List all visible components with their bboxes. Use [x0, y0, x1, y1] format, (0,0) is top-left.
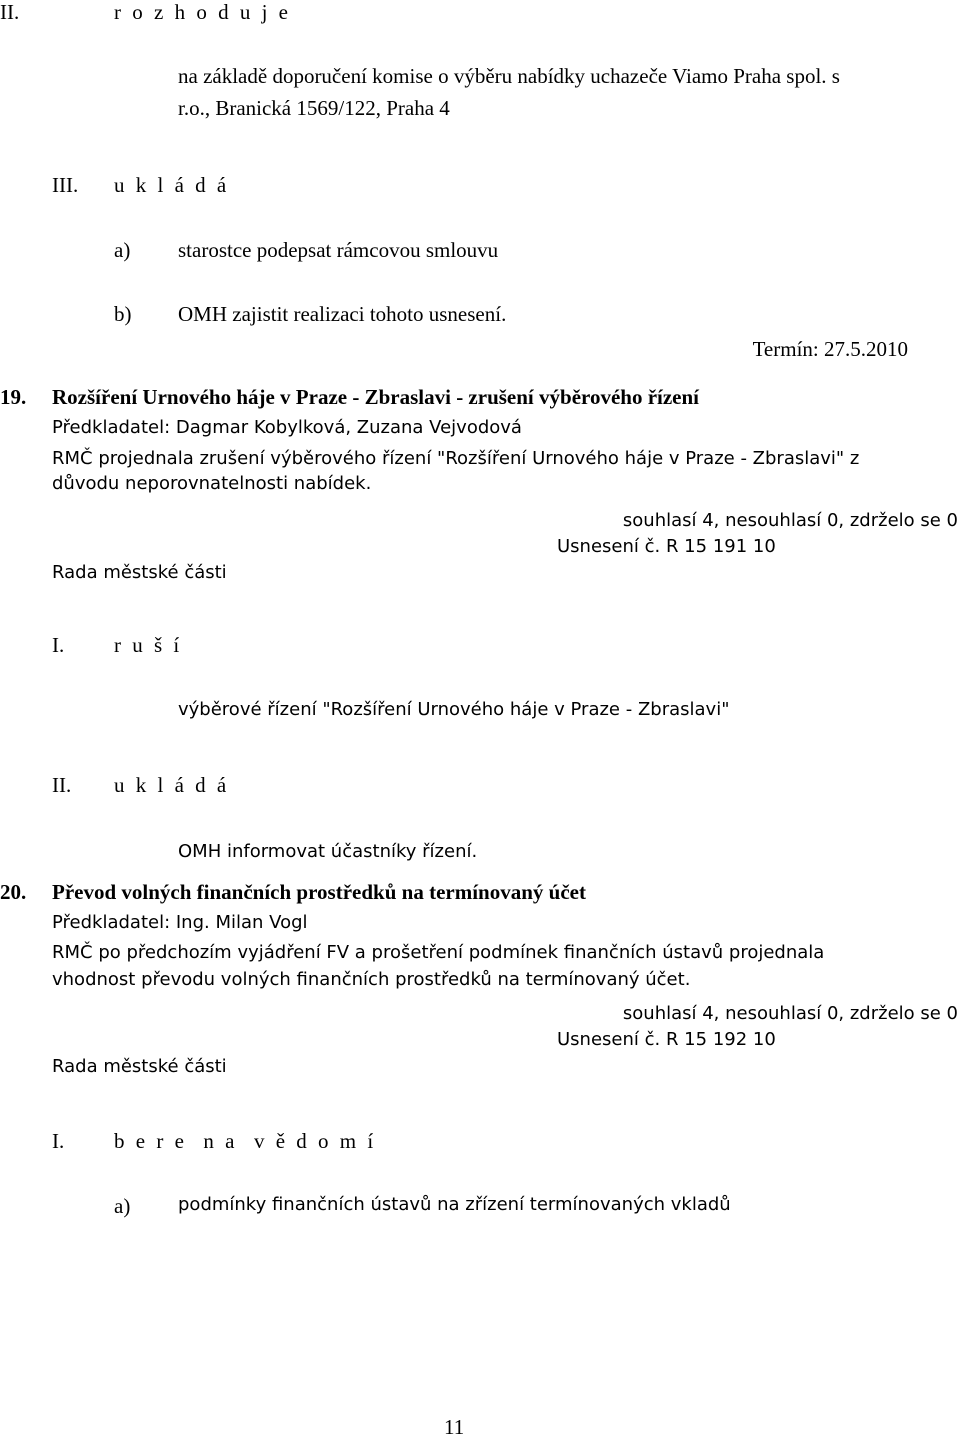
page-number: 11 [444, 1415, 465, 1439]
item-b-label: b) [114, 302, 132, 326]
heading-rusi: r u š í [114, 633, 183, 657]
item-a-label: a) [114, 238, 131, 262]
item-19-description-line2: důvodu neporovnatelnosti nabídek. [52, 473, 372, 494]
item-19-description-line1: RMČ projednala zrušení výběrového řízení "Rozšíření Urnového háje v Praze - Zbraslavi" z [52, 448, 860, 469]
roman-numeral-iii: III. [52, 173, 79, 197]
item-20-description-line1: RMČ po předchozím vyjádření FV a prošetření podmínek finančních ústavů projednala [52, 942, 825, 963]
uklada-text: OMH informovat účastníky řízení. [178, 841, 478, 862]
item-20-usneseni: Usnesení č. R 15 192 10 [557, 1029, 776, 1050]
heading-rozhoduje: r o z h o d u j e [114, 0, 291, 24]
heading-uklada: u k l á d á [114, 773, 230, 797]
item-19-predkladatel: Předkladatel: Dagmar Kobylková, Zuzana Vejvodová [52, 417, 522, 438]
item-20-predkladatel: Předkladatel: Ing. Milan Vogl [52, 912, 308, 933]
roman-numeral-ii: II. [52, 773, 72, 797]
roman-numeral-ii: II. [0, 0, 20, 24]
item-19-vote-result: souhlasí 4, nesouhlasí 0, zdrželo se 0 [622, 510, 958, 531]
item-19-title: Rozšíření Urnového háje v Praze - Zbraslavi - zrušení výběrového řízení [52, 385, 700, 409]
item-19-rada: Rada městské části [52, 562, 227, 583]
heading-uklada: u k l á d á [114, 173, 230, 197]
roman-numeral-i: I. [52, 1129, 65, 1153]
rusi-text: výběrové řízení "Rozšíření Urnového háje v Praze - Zbraslavi" [178, 699, 730, 720]
item-19-usneseni: Usnesení č. R 15 191 10 [557, 536, 776, 557]
item-20-vote-result: souhlasí 4, nesouhlasí 0, zdrželo se 0 [622, 1003, 958, 1024]
item-20-description-line2: vhodnost převodu volných finančních prostředků na termínovaný účet. [52, 969, 691, 990]
item-a-text: podmínky finančních ústavů na zřízení termínovaných vkladů [178, 1194, 731, 1215]
item-a-label: a) [114, 1194, 131, 1218]
termin-deadline: Termín: 27.5.2010 [752, 337, 908, 361]
item-19-number: 19. [0, 385, 27, 409]
item-20-title: Převod volných finančních prostředků na termínovaný účet [52, 880, 586, 904]
roman-numeral-i: I. [52, 633, 65, 657]
item-20-rada: Rada městské části [52, 1056, 227, 1077]
item-b-text: OMH zajistit realizaci tohoto usnesení. [178, 302, 507, 326]
heading-bere-na-vedomi: b e r e n a v ě d o m í [114, 1129, 377, 1153]
decision-text-line2: r.o., Branická 1569/122, Praha 4 [178, 96, 450, 120]
item-20-number: 20. [0, 880, 27, 904]
item-a-text: starostce podepsat rámcovou smlouvu [178, 238, 499, 262]
decision-text-line1: na základě doporučení komise o výběru nabídky uchazeče Viamo Praha spol. s [178, 64, 840, 88]
